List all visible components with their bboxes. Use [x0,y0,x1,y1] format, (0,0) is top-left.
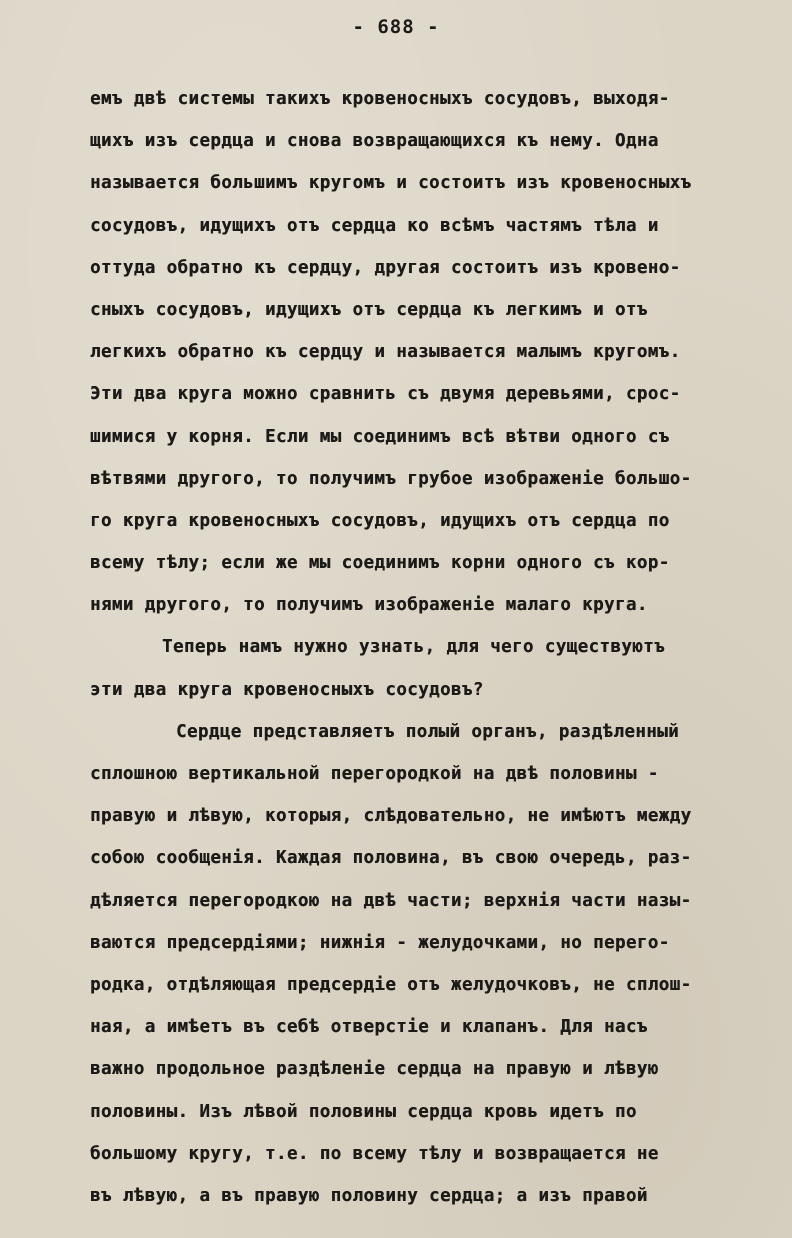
text-line: называется большимъ кругомъ и состоитъ изъ кровеносныхъ [90,173,692,194]
text-line: ваются предсердіями; нижнія - желудочками, но перего- [90,932,670,953]
text-line: въ лѣвую, а въ правую половину сердца; а изъ правой [90,1185,648,1206]
text-line: родка, отдѣляющая предсердіе отъ желудочковъ, не сплош- [90,974,692,995]
text-line: Эти два круга можно сравнить съ двумя деревьями, срос- [90,384,681,405]
text-line: дѣляется перегородкою на двѣ части; верхнія части назы- [90,890,692,911]
text-line: ная, а имѣетъ въ себѣ отверстіе и клапанъ. Для насъ [90,1017,648,1038]
text-line: всему тѣлу; если же мы соединимъ корни одного съ кор- [90,553,670,574]
text-line: шимися у корня. Если мы соединимъ всѣ вѣтви одного съ [90,426,670,447]
paragraph-first-line: Сердце представляетъ полый органъ, раздѣленный [176,721,680,742]
text-line: половины. Изъ лѣвой половины сердца кровь идетъ по [90,1101,637,1122]
text-line: го круга кровеносныхъ сосудовъ, идущихъ отъ сердца по [90,510,670,531]
text-line: собою сообщенія. Каждая половина, въ свою очередь, раз- [90,848,692,869]
text-line: оттуда обратно къ сердцу, другая состоитъ изъ кровено- [90,257,681,278]
body-text [90,78,760,1217]
page-number: - 688 - [352,16,440,38]
text-line: сплошною вертикальной перегородкой на двѣ половины - [90,764,659,784]
text-line: нями другого, то получимъ изображеніе малаго круга. [90,595,648,616]
text-line: щихъ изъ сердца и снова возвращающихся къ нему. Одна [90,131,659,152]
text-line: легкихъ обратно къ сердцу и называется малымъ кругомъ. [90,342,681,363]
paragraph-first-line: Теперь намъ нужно узнать, для чего существуютъ [162,637,666,658]
text-line: правую и лѣвую, которыя, слѣдовательно, не имѣютъ между [90,806,692,827]
text-line: сныхъ сосудовъ, идущихъ отъ сердца къ легкимъ и отъ [90,299,648,320]
text-line: емъ двѣ системы такихъ кровеносныхъ сосудовъ, выходя- [90,89,670,109]
text-line: сосудовъ, идущихъ отъ сердца ко всѣмъ частямъ тѣла и [90,215,659,236]
text-line: вѣтвями другого, то получимъ грубое изображеніе большо- [90,468,692,489]
text-line: важно продольное раздѣленіе сердца на правую и лѣвую [90,1059,659,1080]
text-line: большому кругу, т.е. по всему тѣлу и возвращается не [90,1143,659,1164]
text-line: эти два круга кровеносныхъ сосудовъ? [90,679,484,700]
